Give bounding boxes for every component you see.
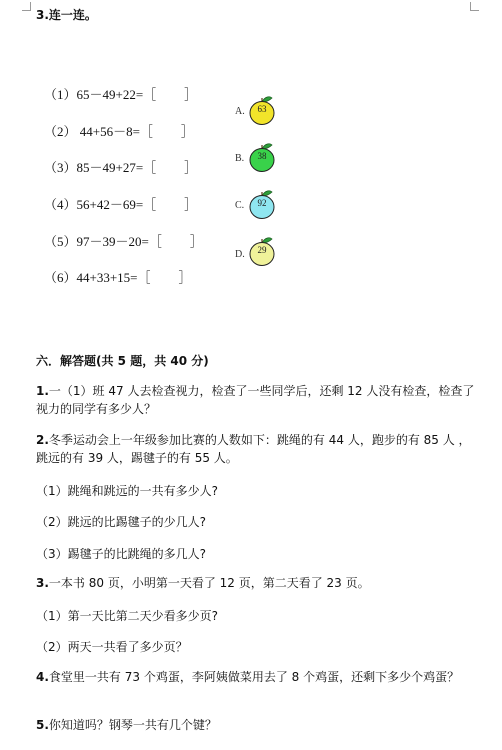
question-3-sub-1: （1）第一天比第二天少看多少页? — [36, 609, 219, 623]
option-value-d: 29 — [257, 245, 267, 255]
question-number: 5. — [36, 718, 49, 732]
question-2 — [36, 431, 476, 467]
section-title: 六．解答题(共 5 题，共 40 分) — [36, 354, 209, 368]
option-letter-c: C. — [235, 200, 245, 211]
bracket-close: ］ — [184, 160, 198, 175]
exercise-text: （2） 44+56－8=［ — [44, 124, 153, 139]
apple-icon-d — [247, 235, 277, 267]
option-value-b: 38 — [257, 151, 267, 161]
question-text: 食堂里一共有 73 个鸡蛋，李阿姨做菜用去了 8 个鸡蛋，还剩下多少个鸡蛋？ — [48, 670, 460, 684]
question-number: 4. — [36, 670, 49, 684]
page-corner-mark-left — [22, 2, 31, 11]
question-text: 一本书 80 页，小明第一天看了 12 页，第二天看了 23 页。 — [48, 576, 370, 590]
exercise-4 — [44, 194, 197, 213]
bracket-close: ］ — [189, 234, 203, 249]
question-text: 你知道吗？钢琴一共有几个键？ — [48, 718, 217, 732]
exercise-3 — [44, 157, 197, 176]
option-value-a: 63 — [257, 104, 267, 114]
question-1 — [36, 382, 476, 418]
option-letter-a: A. — [235, 106, 245, 117]
option-value-c: 92 — [257, 198, 267, 208]
question-text: 一（1）班 47 人去检查视力，检查了一些同学后，还剩 12 人没有检查，检查了视力的同学有多少人？ — [36, 384, 475, 416]
exercise-text: （3）85－49+27=［ — [44, 160, 157, 175]
question-2-sub-3: （3）踢毽子的比跳绳的多几人? — [36, 547, 207, 561]
bracket-close: ］ — [178, 270, 192, 285]
matching-heading — [36, 6, 97, 23]
exercise-6 — [44, 267, 192, 286]
apple-icon-b — [247, 141, 277, 173]
question-4 — [36, 668, 476, 686]
option-letter-b: B. — [235, 153, 245, 164]
question-3-sub-2: （2）两天一共看了多少页？ — [36, 640, 188, 654]
exercise-5 — [44, 231, 203, 250]
option-letter-d: D. — [235, 249, 245, 260]
bracket-close: ］ — [180, 124, 194, 139]
exercise-text: （4）56+42－69=［ — [44, 197, 157, 212]
question-text: 冬季运动会上一年级参加比赛的人数如下：跳绳的有 44 人，跑步的有 85 人 ，跳远的有 39 人，踢毽子的有 55 人。 — [36, 433, 471, 465]
page-corner-mark-right — [470, 2, 479, 11]
apple-icon-c — [247, 188, 277, 220]
exercise-2 — [44, 121, 194, 140]
question-number: 2. — [36, 433, 49, 447]
apple-icon-a — [247, 94, 277, 126]
question-2-sub-1: （1）跳绳和跳远的一共有多少人? — [36, 484, 219, 498]
exercise-text: （6）44+33+15=［ — [44, 270, 151, 285]
question-3 — [36, 574, 476, 592]
matching-number: 3. — [36, 8, 49, 22]
question-number: 3. — [36, 576, 49, 590]
bracket-close: ］ — [184, 197, 198, 212]
bracket-close: ］ — [184, 87, 198, 102]
exercise-text: （1）65－49+22=［ — [44, 87, 157, 102]
question-number: 1. — [36, 384, 49, 398]
question-2-sub-2: （2）跳远的比踢毽子的少几人? — [36, 515, 207, 529]
matching-title: 连一连。 — [48, 8, 97, 22]
exercise-text: （5）97－39－20=［ — [44, 234, 162, 249]
exercise-1 — [44, 84, 197, 103]
question-5 — [36, 716, 476, 734]
